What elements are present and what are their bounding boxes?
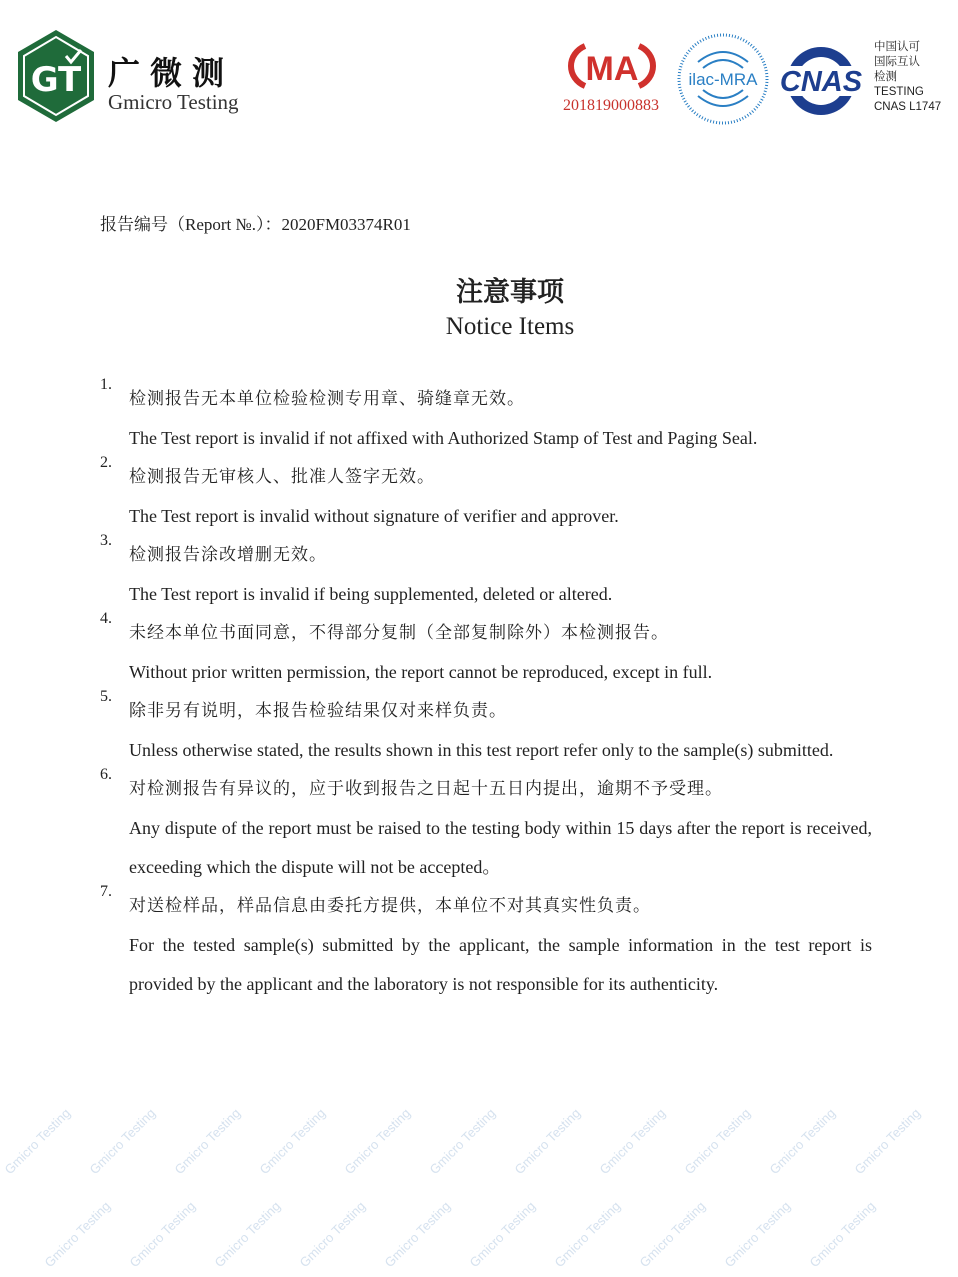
cnas-line: TESTING [874,86,924,98]
notice-item [100,376,872,458]
page-title-cn: 注意事项 [456,277,564,308]
notice-text-cn: 未经本单位书面同意，不得部分复制（全部复制除外）本检测报告。 [129,623,669,643]
notice-item [100,610,872,692]
notice-number: 6. [100,766,112,783]
ilac-mra-logo [676,32,770,131]
notice-number: 7. [100,883,112,900]
watermark-text: Gmicro Testing [211,1198,284,1271]
notice-number: 4. [100,610,112,627]
notice-number: 3. [100,532,112,549]
watermark-text: Gmicro Testing [596,1105,669,1178]
brand-name-en: Gmicro Testing [108,90,239,114]
watermark-text: Gmicro Testing [806,1198,879,1271]
watermark-text: Gmicro Testing [171,1105,244,1178]
notice-list [100,376,872,1004]
notice-text-cn: 除非另有说明，本报告检验结果仅对来样负责。 [129,701,507,721]
watermark-text: Gmicro Testing [426,1105,499,1178]
watermark-text: Gmicro Testing [466,1198,539,1271]
notice-text-en: Without prior written permission, the report cannot be reproduced, except in full. [129,662,713,682]
notice-item [100,883,872,1004]
cma-number: 201819000883 [563,97,659,114]
watermark-text: Gmicro Testing [126,1198,199,1271]
notice-text-cn: 检测报告无审核人、批准人签字无效。 [129,467,435,487]
watermark-text: Gmicro Testing [341,1105,414,1178]
watermark-text: Gmicro Testing [256,1105,329,1178]
watermark-text: Gmicro Testing [721,1198,794,1271]
notice-text-en: The Test report is invalid without signature of verifier and approver. [129,506,619,526]
notice-text-en: For the tested sample(s) submitted by the applicant, the sample information in the test report is provided by the applicant and the laboratory is not responsible for its authenticity. [129,935,872,994]
notice-text-en: The Test report is invalid if not affixed with Authorized Stamp of Test and Paging Seal. [129,428,758,448]
watermark-text: Gmicro Testing [1,1105,74,1178]
notice-text-cn: 对送检样品，样品信息由委托方提供，本单位不对其真实性负责。 [129,896,651,916]
svg-text:CNAS: CNAS [779,66,863,98]
watermark-text: Gmicro Testing [551,1198,624,1271]
cnas-line: 检测 [874,71,897,83]
notice-text-cn: 检测报告无本单位检验检测专用章、骑缝章无效。 [129,389,525,409]
notice-text-en: Unless otherwise stated, the results shown in this test report refer only to the sample(s) submitted. [129,740,834,760]
watermark-text: Gmicro Testing [511,1105,584,1178]
notice-text-cn: 对检测报告有异议的，应于收到报告之日起十五日内提出，逾期不予受理。 [129,779,723,799]
cnas-accreditation-text [874,40,941,115]
gmicro-logo [16,28,96,129]
notice-number: 2. [100,454,112,471]
watermark-text: Gmicro Testing [851,1105,924,1178]
watermark-text: Gmicro Testing [86,1105,159,1178]
report-number: 报告编号（Report №.）：2020FM03374R01 [100,215,411,234]
cma-logo [565,40,659,97]
notice-item [100,688,872,770]
svg-text:MA: MA [585,50,639,88]
cnas-line: 中国认可 [874,41,920,53]
watermark-text: Gmicro Testing [681,1105,754,1178]
notice-text-en: Any dispute of the report must be raised to the testing body within 15 days after the report is received, exceeding which the dispute will not be accepted。 [129,818,872,877]
cnas-line: 国际互认 [874,56,920,68]
notice-number: 1. [100,376,112,393]
watermark-text: Gmicro Testing [296,1198,369,1271]
notice-item [100,454,872,536]
svg-text:ilac-MRA: ilac-MRA [688,70,758,89]
notice-item [100,532,872,614]
page-title-en: Notice Items [445,313,575,340]
brand-name-cn: 广微测 [108,54,235,92]
watermark-text: Gmicro Testing [636,1198,709,1271]
cnas-logo [775,44,869,123]
notice-text-en: The Test report is invalid if being supplemented, deleted or altered. [129,584,613,604]
notice-number: 5. [100,688,112,705]
watermark-text: Gmicro Testing [381,1198,454,1271]
watermark-text: Gmicro Testing [41,1198,114,1271]
svg-text:GT: GT [30,60,82,100]
notice-item [100,766,872,887]
cnas-line: CNAS L1747 [874,101,942,113]
watermark-text: Gmicro Testing [766,1105,839,1178]
notice-text-cn: 检测报告涂改增删无效。 [129,545,327,565]
